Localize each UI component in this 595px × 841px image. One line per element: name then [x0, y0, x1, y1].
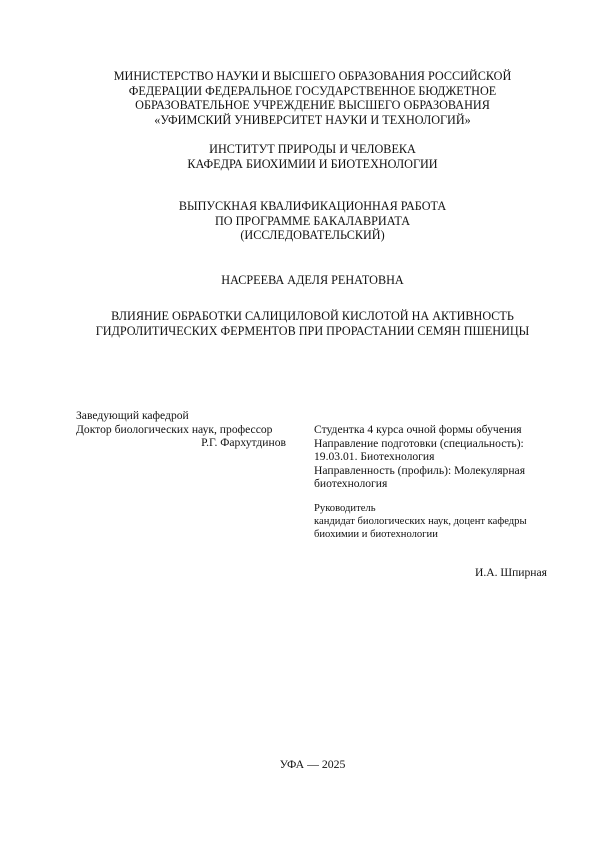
author-line: НАСРЕЕВА АДЕЛЯ РЕНАТОВНА	[221, 273, 404, 287]
supervisor-line: Руководитель	[314, 502, 376, 514]
head-of-department-block	[76, 409, 286, 450]
thesis-title	[40, 309, 585, 338]
head-role: Заведующий кафедрой	[76, 409, 189, 422]
student-line: 19.03.01. Биотехнология	[314, 450, 435, 464]
supervisor-name: И.А. Шпирная	[474, 566, 547, 579]
header-line: «УФИМСКИЙ УНИВЕРСИТЕТ НАУКИ И ТЕХНОЛОГИЙ»	[154, 112, 471, 127]
student-line: биотехнология	[314, 477, 388, 491]
title-line: ВЛИЯНИЕ ОБРАБОТКИ САЛИЦИЛОВОЙ КИСЛОТОЙ НА АКТИВНОСТЬ	[111, 309, 514, 323]
city-year: УФА — 2025	[279, 757, 346, 771]
student-block	[314, 423, 554, 541]
student-line: Студентка 4 курса очной формы обучения	[314, 423, 522, 436]
ministry-header	[40, 69, 585, 127]
department-line: КАФЕДРА БИОХИМИИ И БИОТЕХНОЛОГИИ	[187, 156, 438, 171]
title-line: ГИДРОЛИТИЧЕСКИХ ФЕРМЕНТОВ ПРИ ПРОРАСТАНИИ СЕМЯН ПШЕНИЦЫ	[95, 323, 530, 338]
header-line: МИНИСТЕРСТВО НАУКИ И ВЫСШЕГО ОБРАЗОВАНИЯ РОССИЙСКОЙ	[113, 69, 512, 83]
supervisor-block	[314, 503, 554, 541]
work-type-line: (ИССЛЕДОВАТЕЛЬСКИЙ)	[240, 228, 385, 242]
supervisor-line: биохимии и биотехнологии	[314, 528, 438, 540]
head-degree: Доктор биологических наук, профессор	[76, 422, 273, 436]
supervisor-line: кандидат биологических наук, доцент кафедры	[314, 515, 527, 527]
student-line: Направление подготовки (специальность):	[314, 436, 524, 450]
header-line: ОБРАЗОВАТЕЛЬНОЕ УЧРЕЖДЕНИЕ ВЫСШЕГО ОБРАЗОВАНИЯ	[135, 98, 490, 112]
work-type-line: ВЫПУСКНАЯ КВАЛИФИКАЦИОННАЯ РАБОТА	[178, 199, 447, 213]
author-name	[40, 273, 585, 288]
work-type-line: ПО ПРОГРАММЕ БАКАЛАВРИАТА	[214, 213, 411, 228]
head-name: Р.Г. Фархутдинов	[201, 436, 286, 449]
institute-department	[40, 142, 585, 171]
work-type	[40, 199, 585, 243]
student-line: Направленность (профиль): Молекулярная	[314, 463, 526, 477]
institute-line: ИНСТИТУТ ПРИРОДЫ И ЧЕЛОВЕКА	[209, 142, 416, 156]
header-line: ФЕДЕРАЦИИ ФЕДЕРАЛЬНОЕ ГОСУДАРСТВЕННОЕ БЮДЖЕТНОЕ	[128, 83, 497, 98]
